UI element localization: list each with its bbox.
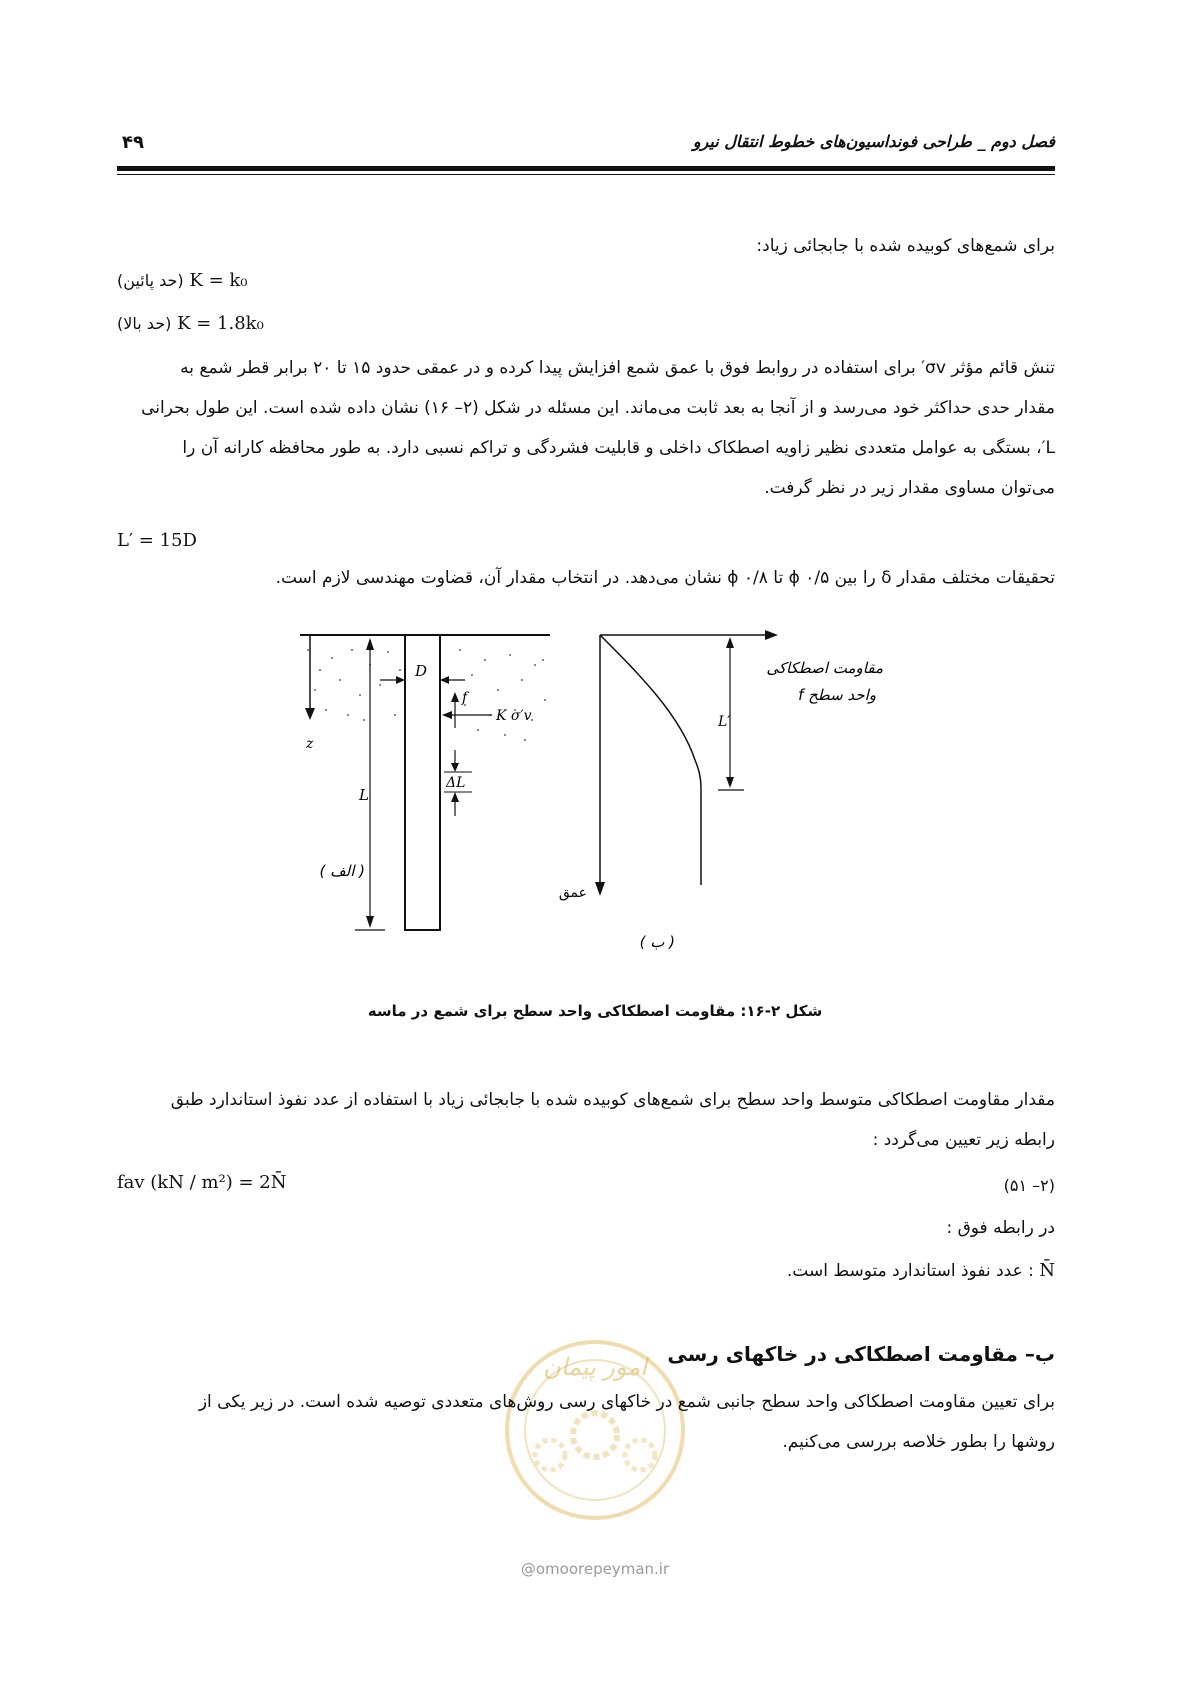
nbar-symbol: N̄	[1039, 1260, 1055, 1281]
paragraph-1-line-4: می‌توان مساوی مقدار زیر در نظر گرفت.	[764, 478, 1055, 498]
length-arrow-bottom	[366, 916, 374, 928]
friction-arrow-head	[451, 692, 459, 702]
section-b-line-1: برای تعیین مقاومت اصطکاکی واحد سطح جانبی شمع در خاکهای رسی روش‌های متعددی توصیه شده است. در زیر یکی از	[198, 1392, 1055, 1412]
length-arrow-top	[366, 638, 374, 650]
delta-l-label: ΔL	[446, 775, 466, 791]
nbar-text: : عدد نفوذ استاندارد متوسط است.	[786, 1261, 1034, 1281]
formula-upper-bound	[117, 313, 264, 334]
figure-part-a	[300, 635, 550, 930]
friction-label: f	[462, 690, 468, 706]
critical-length-label: L′	[718, 714, 731, 730]
depth-label: عمق	[558, 885, 587, 901]
figure-pile-friction	[260, 620, 960, 980]
resistance-label-line-2: واحد سطح f	[798, 686, 876, 704]
depth-axis-head	[595, 882, 605, 896]
z-label: z	[306, 736, 314, 752]
where-text: در رابطه فوق :	[946, 1218, 1055, 1238]
page-header-title: فصل دوم _ طراحی فونداسیون‌های خطوط انتقال نیرو	[692, 132, 1055, 151]
formula-expr-low: K = k₀	[189, 270, 248, 291]
resistance-label-line-1: مقاومت اصطکاکی	[766, 659, 883, 677]
paragraph-1-line-2: مقدار حدی حداکثر خود می‌رسد و از آنجا به بعد ثابت می‌ماند. این مسئله در شکل (۲– ۱۶) نشان داده شده است. این طول بحرانی	[141, 398, 1055, 418]
page-number: ۴۹	[122, 132, 144, 153]
formula-note-high: (حد بالا)	[117, 314, 172, 333]
figure-part-b-caption: ( ب )	[639, 933, 675, 951]
delta-l-arrow-bottom-head	[451, 792, 459, 802]
intro-text: برای شمع‌های کوبیده شده با جابجائی زیاد:	[756, 236, 1055, 256]
watermark-text: امور پیمان	[543, 1353, 647, 1381]
nbar-definition	[787, 1260, 1055, 1281]
equation-number: (۲– ۵۱)	[1003, 1176, 1055, 1195]
lateral-stress-label: K σ′v	[496, 708, 532, 724]
formula-critical-length: L′ = 15D	[117, 530, 197, 551]
friction-curve	[600, 635, 701, 885]
paragraph-3-line-2: رابطه زیر تعیین می‌گردد :	[872, 1130, 1055, 1150]
paragraph-2: تحقیقات مختلف مقدار δ را بین ϕ ۰/۵ تا ϕ ۰/۸ نشان می‌دهد. در انتخاب مقدار آن، قضاوت مهندسی لازم است.	[275, 568, 1055, 588]
critical-length-arrow-top	[726, 637, 734, 648]
section-b-line-2: روشها را بطور خلاصه بررسی می‌کنیم.	[782, 1432, 1055, 1452]
paragraph-1-line-3: L′، بستگی به عوامل متعددی نظیر زاویه اصطکاک داخلی و قابلیت فشردگی و تراکم نسبی دارد. به طور محافظه کارانه آن را	[182, 438, 1055, 458]
resistance-axis-head	[765, 630, 778, 640]
diameter-arrow-right-head	[440, 676, 449, 684]
formula-note-low: (حد پائین)	[117, 271, 184, 290]
watermark-url: @omoorepeyman.ir	[520, 1560, 670, 1578]
delta-l-arrow-top-head	[451, 763, 459, 772]
figure-part-a-caption: ( الف )	[319, 862, 365, 880]
figure-part-b	[559, 630, 883, 951]
formula-average-friction: fav (kN / m²) = 2N̄	[117, 1172, 287, 1193]
paragraph-1-line-1: تنش قائم مؤثر σv′ برای استفاده در روابط فوق با عمق شمع افزایش پیدا کرده و در عمقی حدود ۱۵ تا ۲۰ برابر قطر شمع به	[180, 358, 1055, 378]
formula-expr-high: K = 1.8k₀	[177, 313, 264, 334]
paragraph-3-line-1: مقدار مقاومت اصطکاکی متوسط واحد سطح برای شمع‌های کوبیده شده با جابجائی زیاد با استفاده از عدد نفوذ استاندارد طبق	[170, 1090, 1055, 1110]
formula-lower-bound	[117, 270, 248, 291]
section-b-heading: ب– مقاومت اصطکاکی در خاکهای رسی	[667, 1342, 1055, 1366]
figure-caption: شکل ۲-۱۶: مقاومت اصطکاکی واحد سطح برای شمع در ماسه	[367, 1002, 823, 1020]
length-label: L	[359, 786, 369, 804]
header-rule-thick	[117, 166, 1055, 171]
header-rule-thin	[117, 174, 1055, 175]
z-arrow-head	[305, 708, 315, 720]
diameter-arrow-left-head	[396, 676, 405, 684]
critical-length-arrow-bottom	[726, 777, 734, 788]
diameter-label: D	[415, 662, 428, 680]
lateral-stress-arrow-head	[442, 711, 452, 719]
